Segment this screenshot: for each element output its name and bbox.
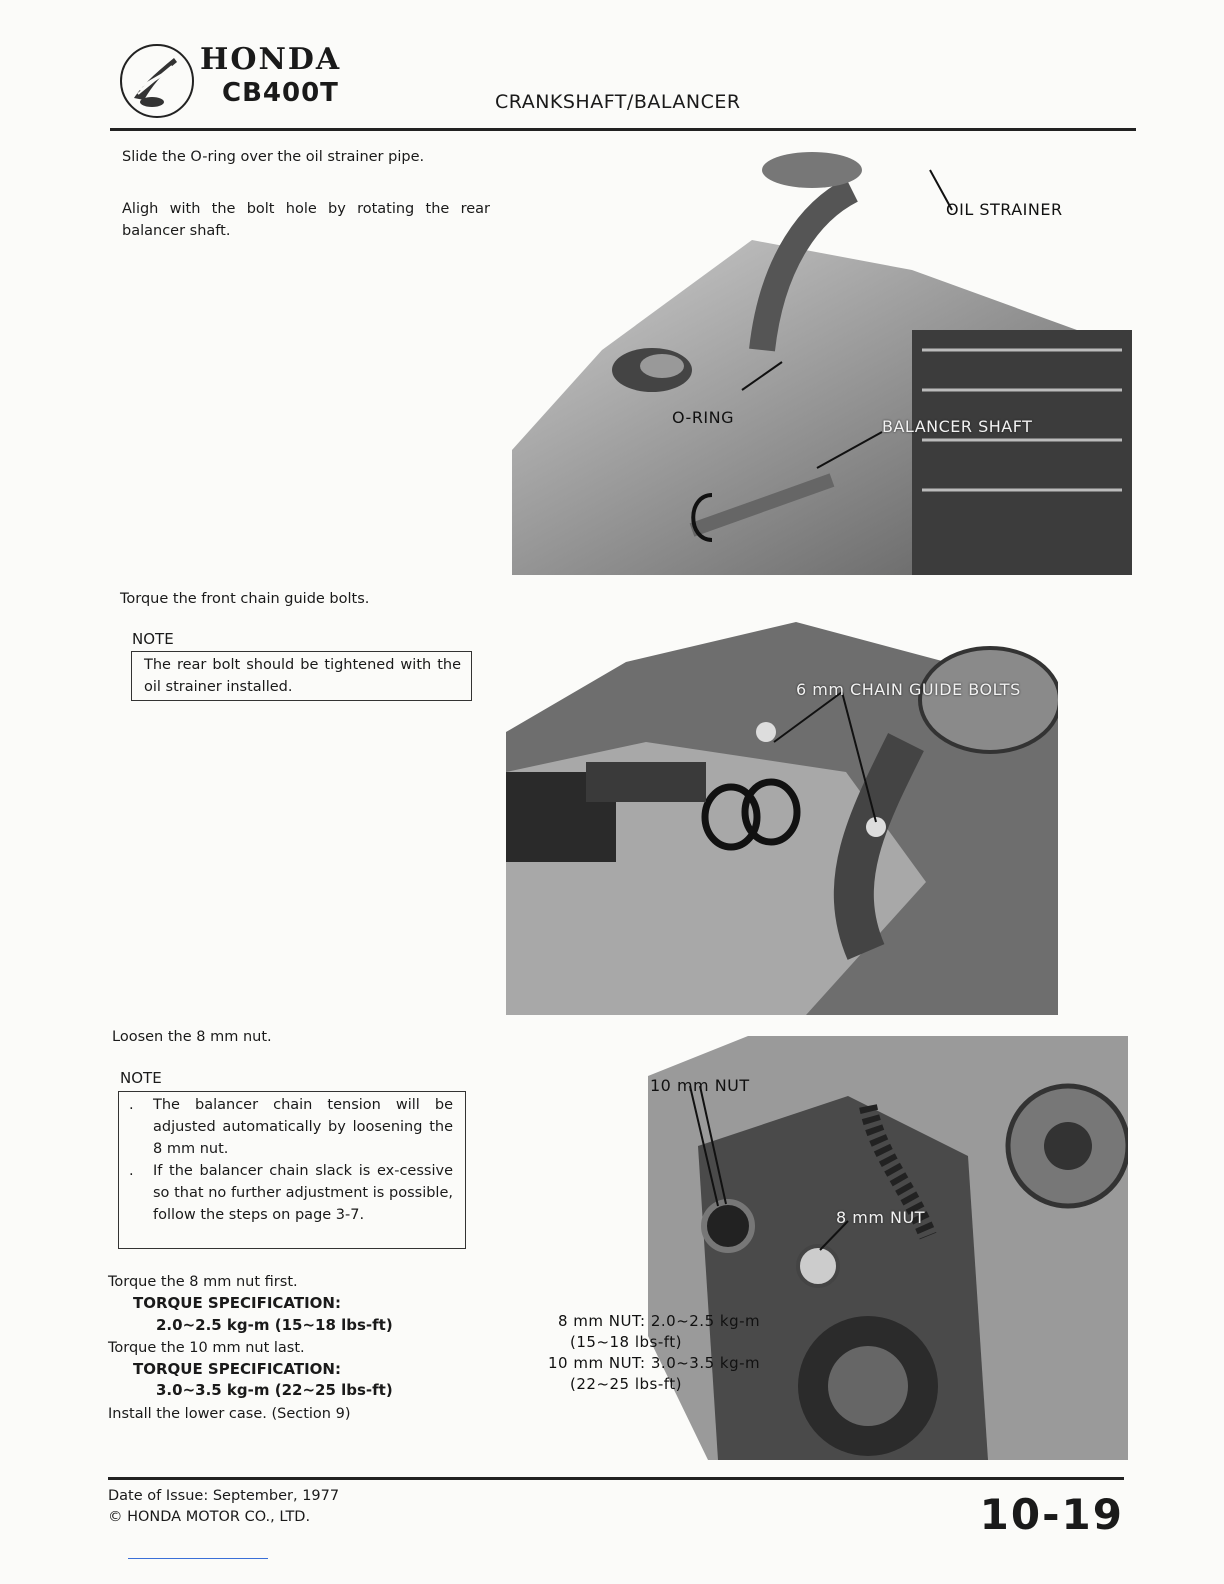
step3-text: Loosen the 8 mm nut.	[112, 1029, 272, 1045]
honda-wing-logo-icon	[120, 44, 194, 118]
step1-line2: Aligh with the bolt hole by rotating the rear balancer shaft.	[122, 201, 490, 239]
engine-photo-oil-strainer	[512, 150, 1132, 575]
header-rule	[110, 128, 1136, 131]
copyright: © HONDA MOTOR CO., LTD.	[108, 1509, 311, 1525]
note-label-1: NOTE	[132, 630, 174, 648]
note-item	[129, 1160, 453, 1226]
note-text-1: The rear bolt should be tightened with the oil strainer installed.	[144, 657, 461, 695]
page-number: 10-19	[979, 1490, 1124, 1539]
callout-10mm-nut: 10 mm NUT	[650, 1076, 750, 1095]
note-bullet: .	[129, 1163, 134, 1179]
callout-10mm-spec: 10 mm NUT: 3.0~3.5 kg-m	[548, 1354, 761, 1372]
install-lower-case-text: Install the lower case. (Section 9)	[108, 1406, 351, 1422]
note-item-text: If the balancer chain slack is ex-cessive so that no further adjustment is possible, follow the steps on page 3-7.	[153, 1163, 453, 1223]
note-label-2: NOTE	[120, 1069, 162, 1087]
model-name: CB400T	[222, 78, 339, 108]
callout-chain-guide-bolts: 6 mm CHAIN GUIDE BOLTS	[796, 680, 1021, 699]
step2-text: Torque the front chain guide bolts.	[120, 591, 370, 607]
callout-oil-strainer: OIL STRAINER	[946, 200, 1063, 219]
engine-photo-balancer-nuts	[548, 1036, 1128, 1460]
torque-line-10mm: Torque the 10 mm nut last.	[108, 1340, 305, 1356]
brand-name: HONDA	[200, 42, 342, 77]
callout-8mm-spec-lbs: (15~18 lbs-ft)	[570, 1333, 683, 1351]
torque-spec-label-1: TORQUE SPECIFICATION:	[133, 1294, 341, 1312]
note-bullet: .	[129, 1097, 134, 1113]
engine-photo-chain-guide	[506, 622, 1058, 1015]
callout-10mm-spec-lbs: (22~25 lbs-ft)	[570, 1375, 683, 1393]
note-box-2	[118, 1091, 466, 1249]
callout-balancer-shaft: BALANCER SHAFT	[882, 417, 1033, 436]
footer-rule	[108, 1477, 1124, 1480]
callout-8mm-nut: 8 mm NUT	[836, 1208, 925, 1227]
torque-line-8mm: Torque the 8 mm nut first.	[108, 1274, 298, 1290]
note-item-text: The balancer chain tension will be adjusted automatically by loosening the 8 mm nut.	[153, 1097, 453, 1157]
section-title: CRANKSHAFT/BALANCER	[495, 91, 741, 113]
step1-line1: Slide the O-ring over the oil strainer pipe.	[122, 149, 425, 165]
note-box-1	[131, 651, 472, 701]
torque-spec-value-1: 2.0~2.5 kg-m (15~18 lbs-ft)	[156, 1316, 393, 1334]
torque-spec-value-2: 3.0~3.5 kg-m (22~25 lbs-ft)	[156, 1381, 393, 1399]
callout-o-ring: O-RING	[672, 408, 735, 427]
issue-date: Date of Issue: September, 1977	[108, 1488, 340, 1504]
callout-8mm-spec: 8 mm NUT: 2.0~2.5 kg-m	[558, 1312, 761, 1330]
divider	[128, 1558, 268, 1559]
torque-spec-label-2: TORQUE SPECIFICATION:	[133, 1360, 341, 1378]
note-item	[129, 1094, 453, 1160]
